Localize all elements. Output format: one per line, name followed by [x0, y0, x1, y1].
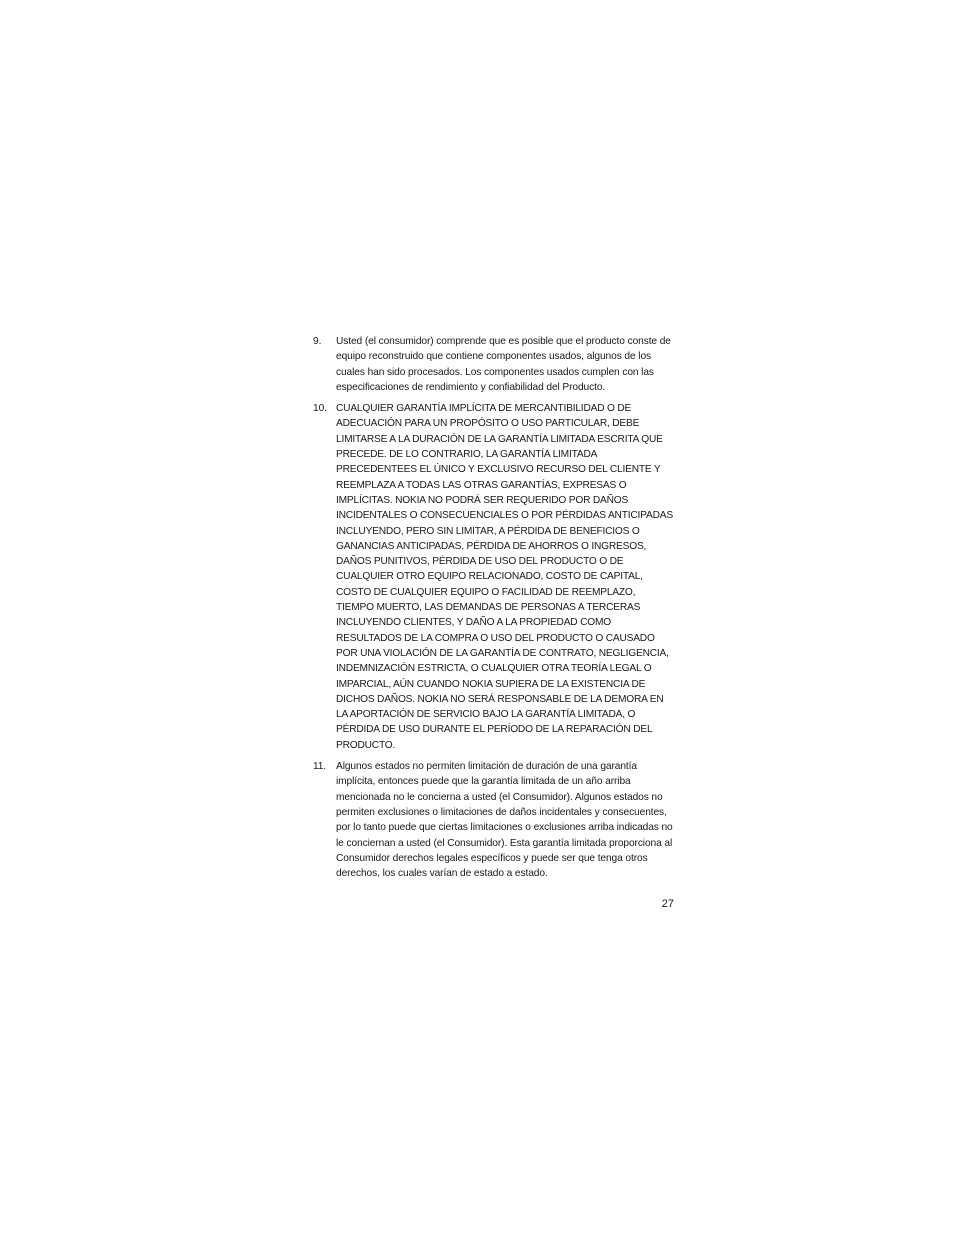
list-item-text: CUALQUIER GARANTÍA IMPLÍCITA DE MERCANTIBILIDAD O DE ADECUACIÓN PARA UN PROPÓSITO O USO PARTICULAR, DEBE LIMITARSE A LA DURACIÓN DE LA GARANTÍA LIMITADA ESCRITA QUE PRECEDE. DE LO CONTRARIO, LA GARANTÍA LIMITADA PRECEDENTEES EL ÚNICO Y EXCLUSIVO RECURSO DEL CLIENTE Y REEMPLAZA A TODAS LAS OTRAS GARANTÍAS, EXPRESAS O IMPLÍCITAS. NOKIA NO PODRÁ SER REQUERIDO POR DAÑOS INCIDENTALES O CONSECUENCIALES O POR PÉRDIDAS ANTICIPADAS INCLUYENDO, PERO SIN LIMITAR, A PÉRDIDA DE BENEFICIOS O GANANCIAS ANTICIPADAS, PÉRDIDA DE AHORROS O INGRESOS, DAÑOS PUNITIVOS, PÉRDIDA DE USO DEL PRODUCTO O DE CUALQUIER OTRO EQUIPO RELACIONADO, COSTO DE CAPITAL, COSTO DE CUALQUIER EQUIPO O FACILIDAD DE REEMPLAZO, TIEMPO MUERTO, LAS DEMANDAS DE PERSONAS A TERCERAS INCLUYENDO CLIENTES, Y DAÑO A LA PROPIEDAD COMO RESULTADOS DE LA COMPRA O USO DEL PRODUCTO O CAUSADO POR UNA VIOLACIÓN DE LA GARANTÍA DE CONTRATO, NEGLIGENCIA, INDEMNIZACIÓN ESTRICTA, O CUALQUIER OTRA TEORÍA LEGAL O IMPARCIAL, AÚN CUANDO NOKIA SUPIERA DE LA EXISTENCIA DE DICHOS DAÑOS. NOKIA NO SERÁ RESPONSABLE DE LA DEMORA EN LA APORTACIÓN DE SERVICIO BAJO LA GARANTÍA LIMITADA, O PÉRDIDA DE USO DURANTE EL PERÍODO DE LA REPARACIÓN DEL PRODUCTO. [336, 403, 673, 751]
list-item-text: Algunos estados no permiten limitación de duración de una garantía implícita, entonces puede que la garantía limitada de un año arriba mencionada no le concierna a usted (el Consumidor). Algunos estados no permiten exclusiones o limitaciones de daños incidentales y consecuentes, por lo tanto puede que ciertas limitaciones o exclusiones arriba indicadas no le conciernan a usted (el Consumidor). Esta garantía limitada proporciona al Consumidor derechos legales específicos y puede ser que tenga otros derechos, los cuales varían de estado a estado. [336, 761, 673, 880]
page-number: 27 [661, 898, 674, 910]
list-item-text: Usted (el consumidor) comprende que es posible que el producto conste de equipo reconstruido que contiene componentes usados, algunos de los cuales han sido procesados. Los componentes usados cumplen con las especificaciones de rendimiento y confiabilidad del Producto. [336, 336, 671, 393]
list-item-number: 11. [313, 761, 327, 773]
list-item-number: 9. [313, 336, 322, 347]
list-item-10 [313, 401, 675, 753]
list-item-9 [313, 334, 675, 395]
list-item-11 [313, 759, 675, 881]
warranty-text-block [313, 334, 675, 887]
list-item-number: 10. [313, 403, 327, 415]
